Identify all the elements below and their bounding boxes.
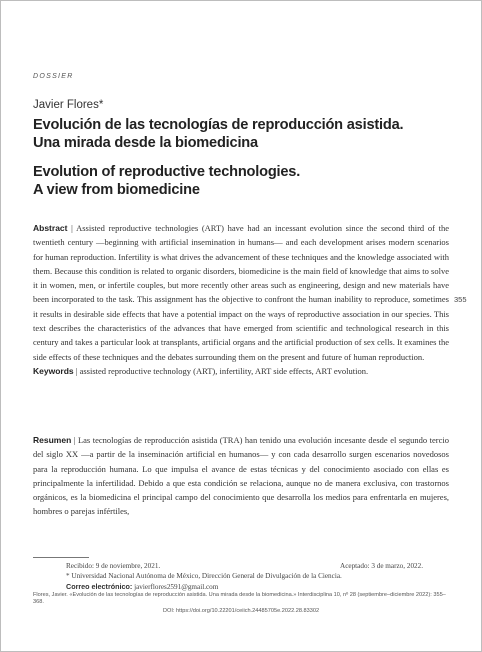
author-email-line [66, 582, 218, 592]
abstract-section [33, 221, 449, 378]
doi-link[interactable]: DOI: https://doi.org/10.22201/ceiich.24485705e.2022.28.83302 [162, 608, 320, 614]
title-english [33, 163, 453, 199]
title-spanish-line-2: Una mirada desde la biomedicina [33, 135, 258, 151]
keywords-paragraph [33, 364, 449, 378]
footnote-divider [33, 557, 89, 558]
email-label: Correo electrónico: [66, 582, 133, 591]
resumen-text: | Las tecnologías de reproducción asistida (TRA) han tenido una evolución incesante desde el segundo tercio del siglo XX —a partir de la inseminación artificial en humanos— y con cada desarrollo surgen escenarios novedosos para la reproducción humana. Lo que impulsa el avance de estas técnicas y del conocimiento asociado con ellas es principalmente la infertilidad. Debido a que esta condición se relaciona, aunque no de manera exclusiva, con trastornos orgánicos, es la biomedicina el principal campo del conocimiento que desarrolla los medios para enfrentarla en mujeres, hombres o parejas infértiles, [33, 435, 449, 517]
author-affiliation: * Universidad Nacional Autónoma de México, Dirección General de Divulgación de la Ciencia. [66, 572, 342, 580]
resumen-section [33, 433, 449, 519]
author-name: Javier Flores* [33, 99, 104, 111]
title-spanish [33, 116, 453, 152]
abstract-paragraph [33, 221, 449, 364]
accepted-date: Aceptado: 3 de marzo, 2022. [340, 562, 424, 570]
keywords-label: Keywords [33, 365, 74, 376]
abstract-text: | Assisted reproductive technologies (ART) have had an incessant evolution since the second third of the twentieth century —beginning with artificial insemination in humans— and each development arises modern scenarios for human reproduction. Infertility is what drives the advancement of these techniques and the knowledge associated with them. Because this condition is related to organic disorders, biomedicine is the main field of knowledge that aims to solve it in women, men, or infertile couples, but more recently other areas such as engineering, design and new materials have been incorporated to the task. This assignment has the objective to confront the human inability to reproduce, sometimes it results in desirable side effects that have a potential impact on the ways of reproductive association in our species. This text describes the characteristics of the advances that have emerged from scientific and technological research in this century and takes a particular look at transplants, artificial organs and the artificial production of sex cells. It examines the side effects of these techniques and the debates surrounding them on the present and future of human reproduction. [33, 223, 450, 362]
keywords-text: | assisted reproductive technology (ART), infertility, ART side effects, ART evolution. [75, 365, 369, 376]
abstract-label: Abstract [33, 223, 68, 233]
title-english-line-1: Evolution of reproductive technologies. [33, 164, 301, 180]
section-label: DOSSIER [33, 73, 74, 80]
title-spanish-line-1: Evolución de las tecnologías de reproducción asistida. [33, 117, 404, 133]
title-english-line-2: A view from biomedicine [33, 182, 200, 198]
resumen-label: Resumen [33, 435, 72, 445]
citation: Flores, Javier. «Evolución de las tecnologías de reproducción asistida. Una mirada desde la biomedicina.» Interdisciplina 10, nº 28 (septiembre–diciembre 2022): 355–368. [33, 592, 446, 606]
email-address[interactable]: javierflores2591@gmail.com [134, 583, 219, 591]
received-date: Recibido: 9 de noviembre, 2021. [66, 562, 161, 570]
page-number: 355 [454, 295, 467, 304]
